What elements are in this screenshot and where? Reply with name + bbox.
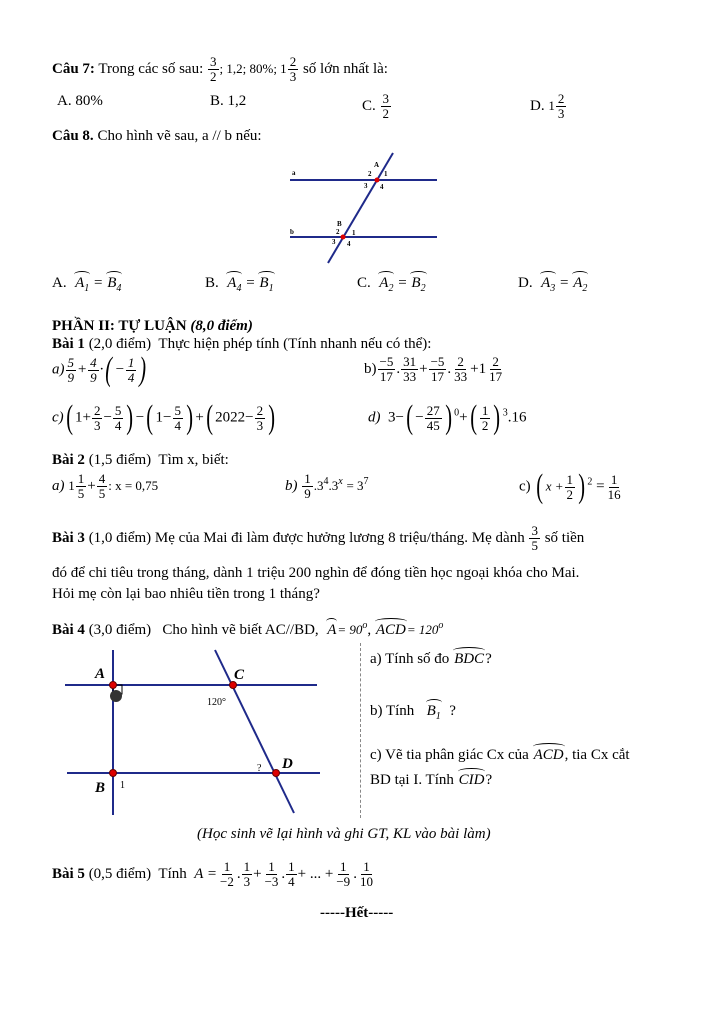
angle-ACD-q: ACD bbox=[533, 747, 564, 763]
q8-figure bbox=[285, 150, 445, 268]
bai4-qb: b) Tính $B_1$ ? bbox=[370, 703, 456, 722]
angle-hat: $B_4$ bbox=[107, 275, 122, 294]
angle-hat: $B_2$ bbox=[411, 275, 426, 294]
point-D bbox=[273, 770, 280, 777]
point-A bbox=[375, 178, 380, 183]
point-B bbox=[110, 770, 117, 777]
eq-sign: = bbox=[246, 275, 255, 291]
angle-hat: $A_3$ bbox=[541, 275, 556, 294]
q7-text: Trong các số sau: bbox=[98, 60, 204, 77]
angle-A-value: = 90 bbox=[337, 622, 363, 637]
angle-A: A bbox=[327, 622, 337, 638]
angle-B3: 3 bbox=[332, 238, 336, 246]
angle-A3: 3 bbox=[364, 182, 368, 190]
q7-list: ; 1,2; 80%; 1 bbox=[219, 60, 287, 76]
label-D: D bbox=[282, 756, 293, 772]
bai4-qc-line2: BD tại I. Tính CID? bbox=[370, 772, 493, 788]
q8-line bbox=[52, 128, 262, 145]
angle-hat: $A_4$ bbox=[227, 275, 242, 294]
label-a: a bbox=[292, 169, 296, 177]
bai4-text: Cho hình vẽ biết AC//BD, bbox=[162, 622, 319, 638]
q8-label: Câu 8. bbox=[52, 128, 94, 144]
angle-CID: CID bbox=[458, 772, 485, 788]
bai3-text: Mẹ của Mai đi làm được hưởng lương 8 triệu/tháng. Mẹ dành bbox=[154, 529, 525, 546]
bai1-a: a) $\frac{5}{9}$ + $\frac{4}{9}$ ·( − $\frac{1}{4}$ ) bbox=[52, 351, 147, 388]
q7-option-a[interactable]: A. 80% bbox=[57, 93, 103, 109]
label-A: A bbox=[374, 161, 380, 169]
q8-option-d[interactable] bbox=[518, 275, 588, 294]
bai4-qa: a) Tính số đo BDC? bbox=[370, 651, 492, 667]
bai4-figure bbox=[62, 645, 324, 825]
bai1-label: Bài 1 bbox=[52, 336, 85, 352]
bai1-points: (2,0 điểm) bbox=[88, 336, 152, 352]
label-b: b bbox=[290, 228, 294, 236]
bai4-divider bbox=[360, 643, 362, 818]
option-label: D. bbox=[530, 97, 545, 114]
bai2-b: b) $\frac{1}{9}$ $.3^4.3^x = 3^7$ bbox=[285, 471, 369, 501]
line-CD bbox=[215, 650, 294, 813]
angle-B1: $B_1$ bbox=[426, 703, 441, 722]
angle-120-label: 120° bbox=[207, 697, 226, 708]
option-label: C. bbox=[362, 97, 376, 114]
bai3-line2: đó để chi tiêu trong tháng, dành 1 triệu 200 nghìn để đóng tiền học ngoại khóa cho Mai. bbox=[52, 565, 580, 581]
q7-line bbox=[52, 55, 388, 84]
q7-c-fraction: $\frac{3}{2}$ bbox=[382, 91, 390, 121]
bai1-text: Thực hiện phép tính (Tính nhanh nếu có thể): bbox=[158, 336, 432, 352]
option-label: A. bbox=[52, 275, 67, 291]
bai5-text: Tính bbox=[158, 865, 187, 882]
bai2-a: a) 1 $\frac{1}{5}$ + $\frac{4}{5}$ : x = 0,75 bbox=[52, 471, 159, 501]
angle-B1: 1 bbox=[352, 229, 356, 237]
bai2-text: Tìm x, biết: bbox=[158, 452, 229, 468]
bai3-line3: Hỏi mẹ còn lại bao nhiêu tiền trong 1 tháng? bbox=[52, 586, 320, 602]
bai4-heading: Bài 4 (3,0 điểm) Cho hình vẽ biết AC//BD, $A= 90^o$, $ACD= 120^o$ bbox=[52, 620, 444, 638]
option-label: D. bbox=[518, 275, 533, 291]
q7-option-d[interactable] bbox=[530, 92, 567, 121]
option-label: C. bbox=[357, 275, 371, 291]
q7-fraction-1: $\frac{3}{2}$ bbox=[210, 54, 217, 84]
q8-option-b[interactable] bbox=[205, 275, 275, 294]
angle-B4: 4 bbox=[347, 240, 351, 248]
bai2-c: c) ( x + $\frac{1}{2}$ ) $^2$ = $\frac{1}{16}$ bbox=[519, 468, 621, 505]
bai3-line1 bbox=[52, 524, 584, 553]
bai5-A: A = bbox=[194, 865, 218, 882]
bai3-fraction: $\frac{3}{5}$ bbox=[531, 523, 538, 553]
angle-question: ? bbox=[257, 763, 262, 774]
bai4-label: Bài 4 bbox=[52, 622, 85, 638]
option-label: B. bbox=[205, 275, 219, 291]
bai4-points: (3,0 điểm) bbox=[88, 622, 152, 638]
q8-option-a[interactable] bbox=[52, 275, 122, 294]
angle-A1: 1 bbox=[384, 170, 388, 178]
bai3-points: (1,0 điểm) bbox=[88, 529, 152, 546]
angle-B2: 2 bbox=[336, 228, 340, 236]
angle-hat: $A_2$ bbox=[379, 275, 394, 294]
eq-sign: = bbox=[398, 275, 407, 291]
bai3-text-tail: số tiền bbox=[544, 529, 585, 546]
eq-sign: = bbox=[560, 275, 569, 291]
label-A: A bbox=[95, 666, 106, 682]
eq-sign: = bbox=[94, 275, 103, 291]
bai4-note: (Học sinh vẽ lại hình và ghi GT, KL vào bài làm) bbox=[197, 826, 491, 842]
angle-ACD-value: = 120 bbox=[406, 622, 439, 637]
part2-points: (8,0 điểm) bbox=[190, 318, 253, 334]
angle-ACD: ACD bbox=[375, 622, 406, 638]
label-B: B bbox=[95, 780, 106, 796]
q7-option-b[interactable]: B. 1,2 bbox=[210, 93, 247, 109]
angle-hat: $B_1$ bbox=[259, 275, 274, 294]
angle-BDC: BDC bbox=[454, 651, 485, 667]
mixed-whole: 1 bbox=[548, 97, 555, 113]
bai2-label: Bài 2 bbox=[52, 452, 85, 468]
bai2-points: (1,5 điểm) bbox=[88, 452, 152, 468]
bai4-qc-line1: c) Vẽ tia phân giác Cx của ACD, tia Cx cắt bbox=[370, 747, 630, 763]
part2-title: PHẦN II: TỰ LUẬN bbox=[52, 318, 187, 334]
q7-d-fraction: $\frac{2}{3}$ bbox=[557, 91, 565, 121]
bai5-line: Bài 5 (0,5 điểm) Tính A = $\frac{1}{-2}$ . $\frac{1}{3}$ + $\frac{1}{-3}$ . $\frac{1}{4}$ + ... + $\frac{1}{-9}$ . $\frac{1}{10}$ bbox=[52, 859, 373, 889]
angle-A4: 4 bbox=[380, 183, 384, 191]
bai3-label: Bài 3 bbox=[52, 529, 85, 546]
end-marker: -----Hết----- bbox=[320, 905, 394, 921]
q7-label: Câu 7: bbox=[52, 60, 95, 77]
point-B bbox=[341, 235, 346, 240]
bai2-heading bbox=[52, 452, 229, 469]
bai1-b: b) $\frac{-5}{17}$ . $\frac{31}{33}$ + $\frac{-5}{17}$ . $\frac{2}{33}$ +1 $\frac{2}{17}$ bbox=[364, 354, 503, 384]
angle-B1-label: 1 bbox=[120, 780, 125, 791]
bai1-d: d) 3−( − $\frac{27}{45}$ ) $^0$+( $\frac{1}{2}$ ) $^3$.16 bbox=[368, 399, 527, 436]
angle-hat: $A_2$ bbox=[573, 275, 588, 294]
angle-marker bbox=[110, 690, 122, 702]
point-A bbox=[110, 682, 117, 689]
bai5-points: (0,5 điểm) bbox=[88, 865, 152, 882]
part2-heading bbox=[52, 318, 253, 335]
bai1-c: c)( 1+ $\frac{2}{3}$ − $\frac{5}{4}$ ) −( 1− $\frac{5}{4}$ ) +( 2022− $\frac{2}{3}$ ) bbox=[52, 399, 276, 436]
q8-option-c[interactable] bbox=[357, 275, 427, 294]
q7-option-c[interactable] bbox=[362, 92, 392, 121]
q7-fraction-2: $\frac{2}{3}$ bbox=[289, 54, 297, 84]
label-C: C bbox=[234, 667, 245, 683]
label-B: B bbox=[337, 220, 342, 228]
q7-text-after: số lớn nhất là: bbox=[302, 60, 388, 77]
q8-text: Cho hình vẽ sau, a // b nếu: bbox=[97, 128, 262, 144]
angle-A2: 2 bbox=[368, 170, 372, 178]
bai5-label: Bài 5 bbox=[52, 865, 85, 882]
angle-hat: $A_1$ bbox=[75, 275, 90, 294]
